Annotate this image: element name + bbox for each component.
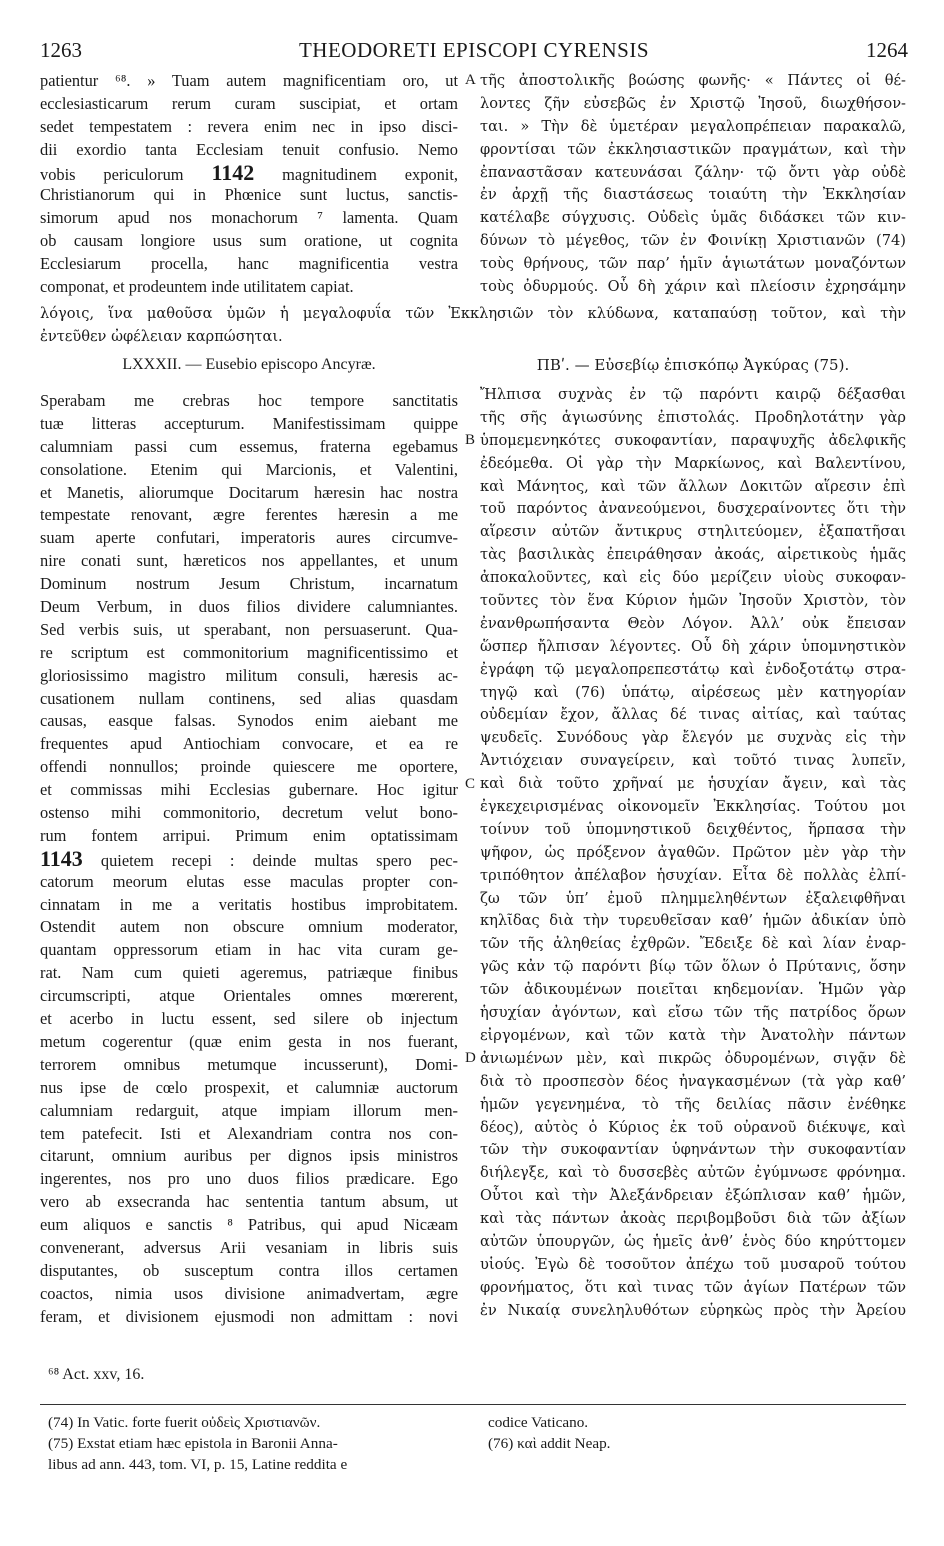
footnotes-left: [48, 1412, 468, 1475]
latin-line: suam aperte confutari, imperatoris aures circumve-: [40, 528, 458, 548]
latin-line: componat, et prodeuntem inde utilitatem capiat.: [40, 277, 354, 297]
greek-line: διήλεγξε, καὶ τὸ δυσσεβὲς αὐτῶν ἐγύμνωσε φρόνημα.: [480, 1164, 906, 1182]
greek-line: λοντες ζῆν εὐσεβῶς ἐν Χριστῷ Ἰησοῦ, διωχθήσον-: [480, 94, 906, 112]
margin-number: 1143: [40, 845, 83, 871]
greek-line: Οὗτοι καὶ τὴν Ἀλεξάνδρειαν ἐξώπλισαν καθ’ ἡμῶν,: [480, 1187, 906, 1205]
latin-line: tempestate renovant, ægre ferentes hæresin a me: [40, 505, 458, 525]
greek-line: οὐδεμίαν ἔχον, ἄλλας δέ τινας αἰτίας, καὶ ταύτας: [480, 706, 906, 724]
greek-line: ἐντεῦθεν ὠφέλειαν καρπώσηται.: [40, 328, 283, 345]
greek-line: τῶν τὴν συκοφαντίαν ὑφηνάντων τὴν συκοφαντίαν: [480, 1141, 906, 1159]
running-title: THEODORETI EPISCOPI CYRENSIS: [298, 38, 650, 62]
latin-line: coactos, nimia usos divisione animadvertam, ægre: [40, 1283, 458, 1303]
latin-line: Deum Verbum, in duos filios dividere calumniantes.: [40, 597, 458, 617]
greek-line: Ἀντιόχειαν συναγείρειν, καὶ τοῦτό τινας λυπεῖν,: [480, 752, 906, 770]
greek-line: ἐδεόμεθα. Οἱ γὰρ τὴν Μαρκίωνος, καὶ Βαλεντίνου,: [480, 454, 906, 472]
latin-body-column: [40, 390, 458, 1329]
latin-line: cinnatam in me a veritatis hostibus improbitatem.: [40, 894, 458, 914]
latin-line: catorum meorum elutas esse maculas propter con-: [40, 871, 458, 891]
letter-heading-greek: ΠΒʹ. — Εὐσεβίῳ ἐπισκόπῳ Ἀγκύρας (75).: [536, 356, 850, 374]
latin-line: Christianorum qui in Phœnice sunt luctus, sanctis-: [40, 185, 458, 205]
latin-line: ingerentes, nos pro uno duos filios prædicare. Ego: [40, 1169, 458, 1189]
greek-line: φροντίσαι τῶν ἐκκλησιαστικῶν πραγμάτων, καὶ τὴν: [480, 140, 906, 158]
greek-line: αἵρεσιν αὐτῶν ἄντικρυς στηλιτεύομεν, ἐξαπατῆσαι: [480, 523, 906, 541]
footnote-rule: [40, 1404, 906, 1405]
latin-line: et commissas mihi Ecclesias gubernare. Hoc igitur: [40, 780, 458, 800]
latin-line: sedet tempestatem : revera enim nec in ipso disci-: [40, 116, 458, 136]
greek-line: καὶ τὰς πάντων ἀκοὰς περιβομβοῦσι διὰ τῶν ἀξίων: [480, 1210, 906, 1228]
latin-line: offendi nonnullos; proinde quiescere me oportere,: [40, 757, 458, 777]
latin-line: Sperabam me crebras hoc tempore sanctitatis: [40, 391, 458, 410]
letter-heading-latin: LXXXII. — Eusebio episcopo Ancyræ.: [122, 356, 376, 373]
latin-line: rat. Nam cum quieti ageremus, patriæque finibus: [40, 963, 458, 983]
latin-line: calumniam redarguit, atque impiam illorum men-: [40, 1100, 458, 1120]
latin-line: ostenso mihi commonitorio, decretum velut bono-: [40, 803, 458, 823]
latin-line: disputantes, ob susceptum contra illos certamen: [40, 1260, 458, 1280]
latin-line: cusationem nullam continens, sed alias quasdam: [40, 688, 458, 708]
latin-line: convenerant, adversus Arii vesaniam in libris suis: [40, 1237, 458, 1257]
footnote-68: ⁶⁸ Act. xxv, 16.: [48, 1366, 145, 1383]
latin-top-column: [40, 70, 458, 299]
latin-line: et acerbo in luctu essent, sed silere ob injectum: [40, 1009, 458, 1029]
latin-line: causas, easque falsas. Synodos enim aiebant me: [40, 711, 458, 731]
greek-line: ὑπομεμενηκότες συκοφαντίαν, παραψυχῆς ἀδελφικῆς: [480, 431, 906, 449]
greek-line: κατέλαβε σύγχυσις. Οὐδεὶς ὑμᾶς διδάσκει τῶν κιν-: [480, 209, 906, 227]
footnote-line: (76) καὶ addit Neap.: [488, 1435, 611, 1452]
greek-line: καὶ διὰ τοῦτο χρῆναί με ἡσυχίαν ἄγειν, καὶ τὰς: [480, 775, 906, 793]
greek-line: τοῦντες τὸν ἕνα Κύριον ἡμῶν Ἰησοῦν Χριστὸν, τὸν: [480, 592, 906, 610]
margin-letter-c: C: [465, 776, 476, 792]
greek-line: τοὺς θρήνους, τῶν παρ’ ἡμῖν ἁγιωτάτων μοναζόντων: [480, 255, 906, 273]
footnote-line: (74) In Vatic. forte fuerit οὐδεὶς Χριστιανῶν.: [48, 1414, 321, 1431]
latin-line: simorum apud nos monachorum ⁷ lamenta. Quam: [40, 208, 458, 228]
greek-body-column: [480, 384, 906, 1323]
greek-line: τοῦ παρόντος ἀνανεούμενοι, δυσχεραίνοντες ὅτι τὴν: [480, 500, 906, 518]
latin-line: quantam oppressorum etiam in hac vita curam ge-: [40, 940, 458, 960]
margin-number: 1142: [211, 159, 255, 185]
latin-line: Sed verbis suis, ut sperabant, non persuaserunt. Qua-: [40, 619, 458, 639]
latin-line: circumscripti, atque Orientales omnes mœrerent,: [40, 986, 458, 1006]
greek-line: ἐν ἀρχῇ τῆς διαστάσεως τοιαύτη τὴν Ἐκκλησίαν: [480, 186, 906, 204]
latin-line: Dominum nostrum Jesum Christum, incarnatum: [40, 574, 458, 594]
latin-line: ob causam longiore usus sum oratione, ut cognita: [40, 231, 458, 251]
greek-line: τοὺς ὀδυρμούς. Οὗ δὴ χάριν καὶ πλείοσιν ἐχρησάμην: [480, 278, 906, 296]
latin-line: gloriosissimo magistro militum consuli, hæresis ac-: [40, 665, 458, 685]
greek-line: ἐγράφη τῷ μεγαλοπρεπεστάτῳ καὶ ἐνδοξοτάτῳ στρα-: [480, 660, 906, 678]
greek-line: αὐτῶν ὑπουργῶν, ὡς ἡμεῖς ἀνθ’ ἑνὸς δύο κηρύττομεν: [480, 1232, 906, 1250]
greek-line: ἐγκεχειρισμένας οἰκονομεῖν Ἐκκλησίας. Τούτου μοι: [480, 798, 906, 816]
latin-line: re scriptum est commonitorium magnificentissimo et: [40, 642, 458, 662]
greek-top-column: [480, 70, 906, 299]
greek-line: ἀποκαλοῦντες, καὶ εἰς δύο μερίζειν υἱοὺς συκοφαν-: [480, 569, 906, 587]
latin-line-with-number: vobis periculorum 1142 magnitudinem exponit,: [40, 159, 458, 185]
greek-line: Ἤλπισα συχνὰς ἐν τῷ παρόντι καιρῷ δέξασθαι: [480, 386, 906, 403]
latin-line: tem patefecit. Isti et Alexandriam contra nos con-: [40, 1123, 458, 1143]
latin-line: dii exordio tanta Ecclesiam tenuit confusio. Nemo: [40, 139, 458, 159]
greek-line: τῶν τῆς ἀληθείας ἐχθρῶν. Ἔδειξε δὲ καὶ λίαν ἐναρ-: [480, 935, 906, 953]
page-number-right: 1264: [866, 38, 908, 62]
latin-line: ecclesiasticarum rerum curam suscipiat, et ortam: [40, 93, 458, 113]
page-number-left: 1263: [40, 38, 82, 62]
latin-line: consolatione. Etenim qui Marcionis, et Valentini,: [40, 459, 458, 479]
greek-line: υἱούς. Ἐγὼ δὲ τοσοῦτον ἀπέχω τοῦ μυσαροῦ τούτου: [480, 1255, 906, 1273]
greek-line: δέος), αὐτὸς ὁ Κύριος ἐκ τοῦ οὐρανοῦ διέκυψε, καὶ: [480, 1118, 906, 1136]
greek-line: ζω τῶν ὑπ’ ἐμοῦ πλημμεληθέντων ἐξαλειφθῆναι: [480, 889, 906, 907]
greek-line: τῆς ἀποστολικῆς βοώσης φωνῆς· « Πάντες οἱ θέ-: [480, 72, 906, 89]
greek-line: τὰς βασιλικὰς ἐπειράθησαν ἀκοάς, αἱρετικοὺς ἡμᾶς: [480, 546, 906, 564]
greek-line: ψευδεῖς. Συνόδους γὰρ ἔλεγόν με συχνὰς εἰς τὴν: [480, 729, 906, 747]
greek-line: ἡμῶν γεγενημένα, τὸ τῆς δειλίας πᾶσιν ἐνέθηκε: [480, 1095, 906, 1113]
greek-line: τῆς σῆς ἁγιωσύνης ἐπιστολάς. Προδηλοτάτην γὰρ: [480, 408, 906, 426]
latin-line: calumniam passi cum essemus, fraterna egebamus: [40, 436, 458, 456]
latin-line: frequentes apud Antiochiam convocare, et ea re: [40, 734, 458, 754]
margin-letter-a: A: [465, 72, 476, 88]
greek-line: τῶν ἀδικουμένων ποιεῖται κηδεμονίαν. Ἡμῶν γὰρ: [480, 981, 906, 999]
latin-line: vero ab exsecranda hac sententia tantum absum, ut: [40, 1192, 458, 1212]
greek-line: ἀνιωμένων μὲν, καὶ πικρῶς ὀδυρομένων, σιγᾷν δὲ: [480, 1049, 906, 1067]
footnote-line: libus ad ann. 443, tom. VI, p. 15, Latine reddita e: [48, 1456, 348, 1473]
margin-letter-b: B: [465, 432, 476, 448]
latin-line: metum cogerentur (quæ enim gesta in nos fuerant,: [40, 1031, 458, 1051]
latin-line: feram, et divisionem ejusmodi non admittam : novi: [40, 1306, 458, 1326]
page-header: [40, 38, 908, 64]
latin-line: terrorem omnibus metumque incusserunt), Domi-: [40, 1054, 458, 1074]
latin-line: nus ipse de cœlo prospexit, et calumniæ auctorum: [40, 1077, 458, 1097]
latin-line: et Manetis, aliorumque Docitarum hæresin hac nostra: [40, 482, 458, 502]
greek-line: γῶς κἀν τῷ παρόντι βίῳ τῶν ὅλων ὁ Πρύτανις, ὅσην: [480, 958, 906, 976]
footnote-line: (75) Exstat etiam hæc epistola in Baronii Anna-: [48, 1435, 338, 1452]
latin-line: Ostendit autem non obscure omnium moderator,: [40, 917, 458, 937]
greek-line: εἰργομένων, καὶ τῶν κατὰ τὴν Ἀνατολὴν πάντων: [480, 1026, 906, 1044]
latin-line: Ecclesiarum procella, hanc magnificentia vestra: [40, 254, 458, 274]
greek-line: ἐν Νικαίᾳ συνεληλυθότων εὑρηκὼς πρὸς τὴν Ἀρείου: [480, 1301, 906, 1319]
greek-line: φρονήματος, ὅτι καὶ τινας τῶν ἁγίων Πατέρων τῶν: [480, 1278, 906, 1296]
latin-line: citarunt, omnium auribus per dignos ipsis ministros: [40, 1146, 458, 1166]
greek-line: ἐνανθρωπήσαντα Θεὸν Λόγον. Ἀλλ’ οὐκ ἔπεισαν: [480, 614, 906, 632]
greek-line: τριπόθητον ἀπέλαβον ἡσυχίαν. Εἶτα δὲ πολλὰς ἐλπί-: [480, 866, 906, 884]
footnote-line: codice Vaticano.: [488, 1414, 589, 1431]
latin-line-with-number: 1143 quietem recepi : deinde multas spero pec-: [40, 845, 458, 871]
greek-line: ται. » Τὴν δὲ ὑμετέραν μεγαλοπρέπειαν παρακαλῶ,: [480, 117, 906, 135]
latin-line: eum aliquos e sanctis ⁸ Patribus, qui apud Nicæam: [40, 1215, 458, 1235]
greek-line: καὶ Μάνητος, καὶ τῶν ἄλλων Δοκιτῶν αἵρεσιν ἐπὶ: [480, 477, 906, 495]
greek-line: τηγῷ καὶ (76) ὑπάτῳ, αἱρέσεως μὲν κατηγορίαν: [480, 683, 906, 701]
greek-line: διὰ τὸ προσπεσὸν δέος ἠναγκασμένων (τὰ γὰρ καθ’: [480, 1072, 906, 1090]
margin-letter-d: D: [465, 1050, 476, 1066]
greek-line: κηλῖδας διὰ τὴν τυρευθεῖσαν καθ’ ἡμῶν ἀδικίαν ὑπὸ: [480, 912, 906, 930]
latin-line: tuæ litteras accepturum. Manifestissimam quippe: [40, 413, 458, 433]
greek-line: λόγοις, ἵνα μαθοῦσα ὑμῶν ἡ μεγαλοφυΐα τῶν Ἐκκλησιῶν τὸν κλύδωνα, καταπαύσῃ τοῦτον, καὶ τὴν: [40, 305, 906, 322]
latin-line: rum fontem arripui. Primum enim optatissimam: [40, 825, 458, 845]
latin-line: nire conati sunt, hæreticos nos appellantes, et unum: [40, 551, 458, 571]
greek-line: ψῆφον, ὡς πρόξενον ἀγαθῶν. Πρῶτον μὲν γὰρ τὴν: [480, 843, 906, 861]
greek-line: ἐπαναστᾶσαν κατευνάσαι ζάλην· τῷ ὄντι γὰρ οὐδὲ: [480, 163, 906, 181]
greek-line: τοίνυν τοῦ ὑπομνηστικοῦ δειχθέντος, ἥρπασα τὴν: [480, 820, 906, 838]
greek-full-width: [40, 302, 906, 348]
greek-line: δύνων τὸ μέγεθος, τῶν ἐν Φοινίκῃ Χριστιανῶν (74): [480, 232, 906, 250]
footnotes-right: [488, 1412, 908, 1454]
latin-line: patientur ⁶⁸. » Tuam autem magnificentiam oro, ut: [40, 71, 458, 90]
greek-line: ἡσυχίαν ἀγόντων, καὶ εἴσω τῶν τῆς πατρίδος ὅρων: [480, 1004, 906, 1022]
greek-line: ὥσπερ ἤλπισαν λέγοντες. Οὗ δὴ χάριν ὑπομνηστικὸν: [480, 637, 906, 655]
